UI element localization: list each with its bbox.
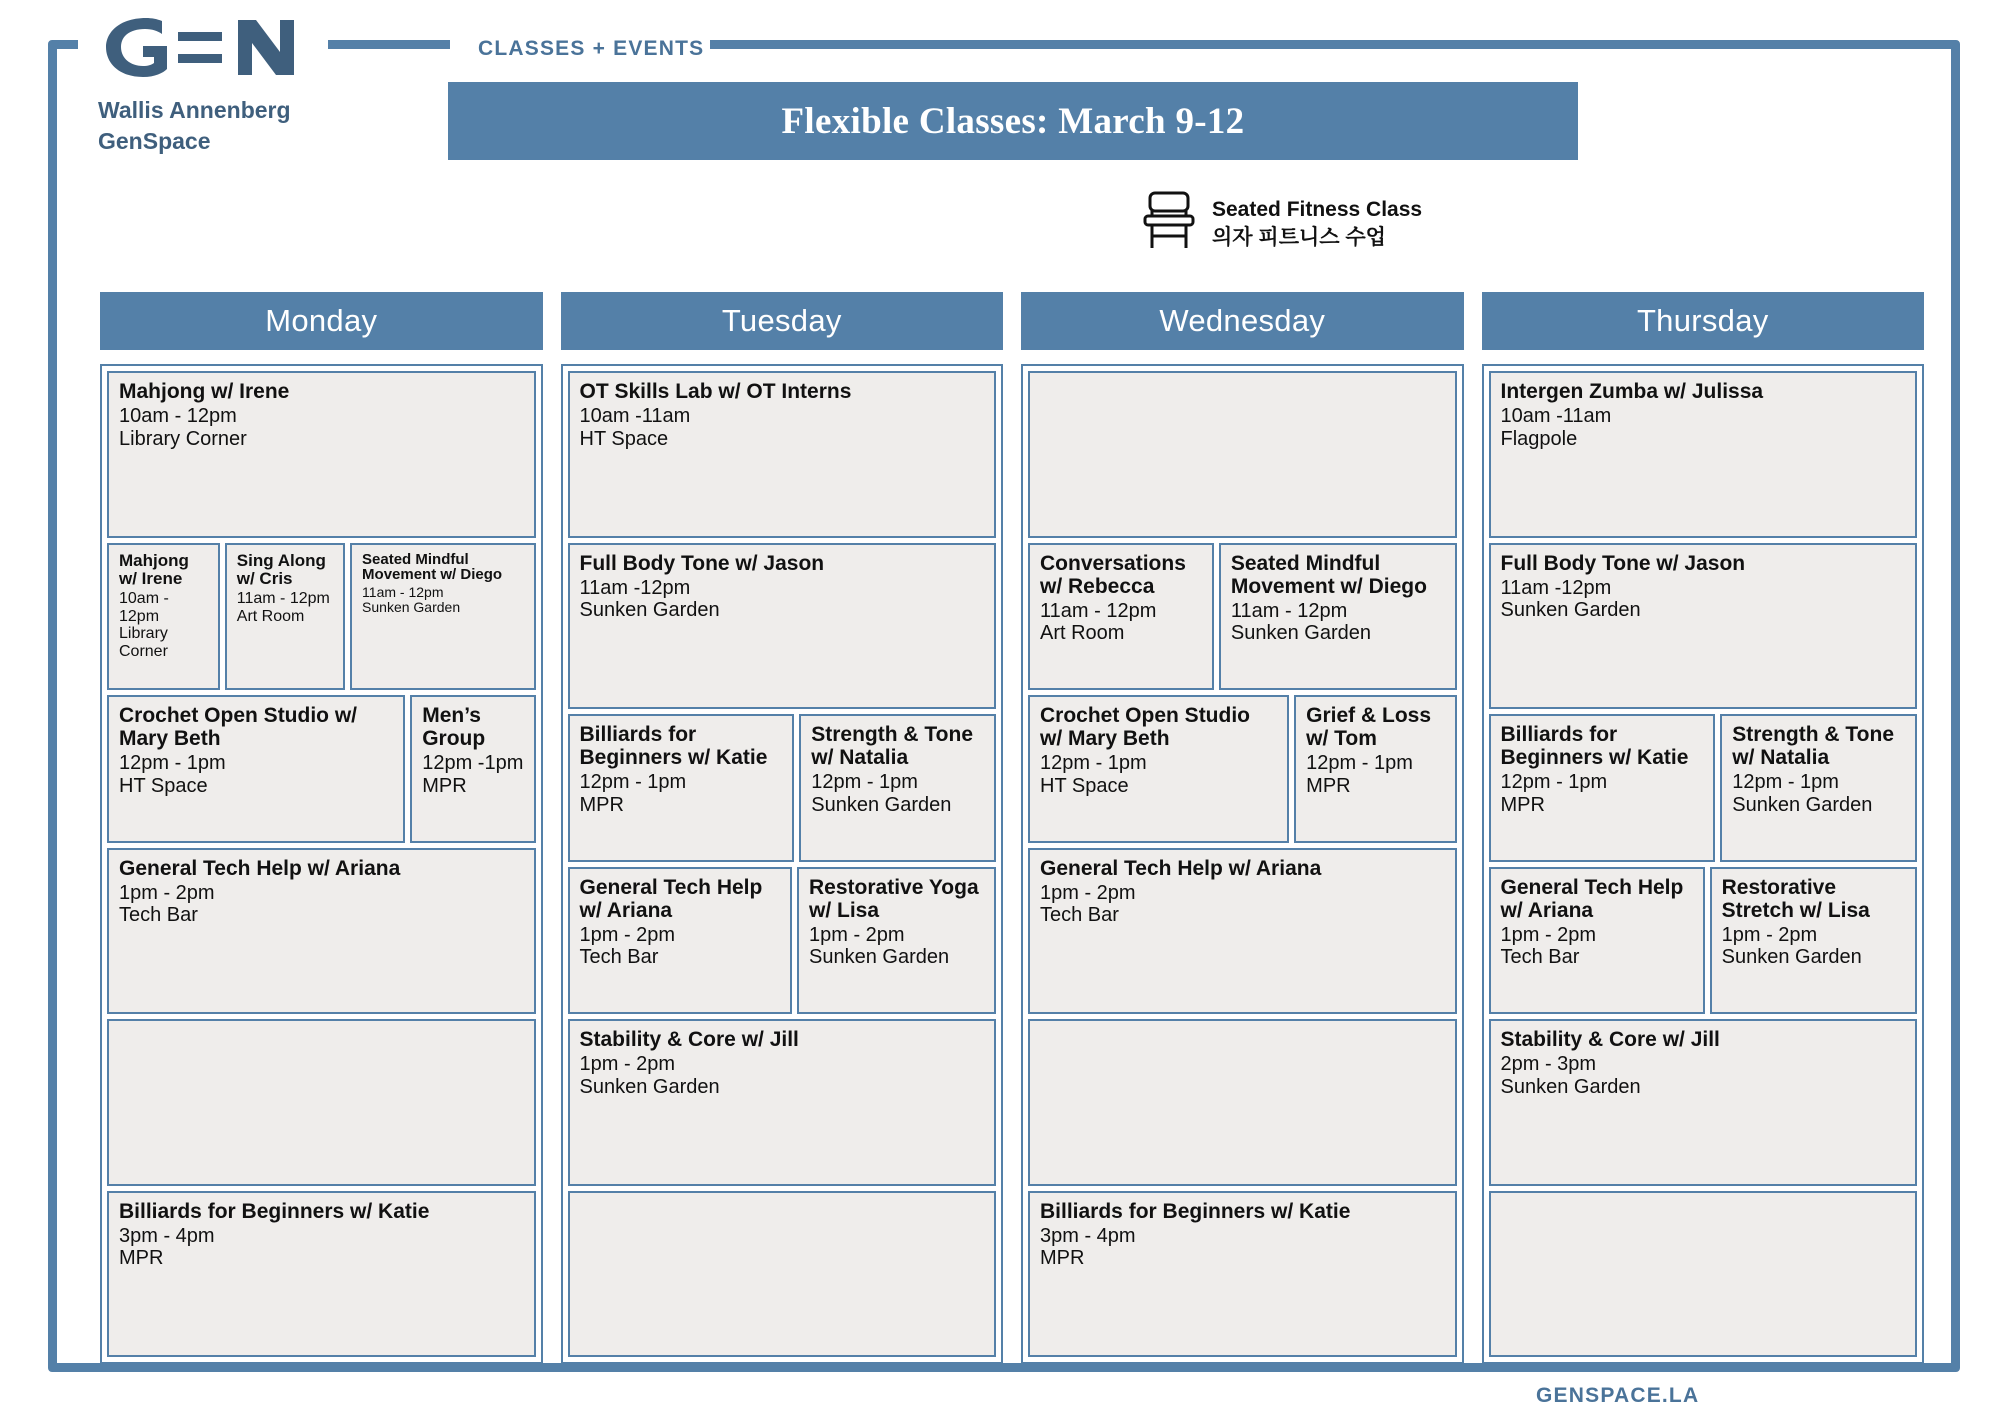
class-time: 10am -11am: [1500, 405, 1612, 428]
class-card[interactable]: [1489, 371, 1918, 538]
class-time: 12pm -1pm: [422, 752, 524, 775]
day-column-thursday: [1482, 292, 1925, 1364]
chair-icon: [1140, 190, 1198, 252]
class-title: Restorative Stretch w/ Lisa: [1721, 875, 1870, 922]
class-title: Stability & Core w/ Jill: [1500, 1028, 1720, 1051]
class-time: 12pm - 1pm: [579, 771, 687, 794]
class-title: OT Skills Lab w/ OT Interns: [579, 380, 852, 403]
class-time: 3pm - 4pm: [1040, 1224, 1136, 1247]
legend-label-ko: 의자 피트니스 수업: [1212, 226, 1386, 250]
class-card[interactable]: [1489, 714, 1716, 862]
class-time: 1pm - 2pm: [579, 923, 676, 946]
class-title: Full Body Tone w/ Jason: [1500, 551, 1746, 575]
day-column-monday: [100, 292, 543, 1364]
footer-website-label: GENSPACE.LA: [1536, 1384, 1700, 1407]
class-location: Tech Bar: [1500, 946, 1580, 969]
class-time: 12pm - 1pm: [119, 752, 226, 775]
class-title: Sing Along w/ Cris: [236, 550, 326, 588]
empty-slot: [1028, 371, 1457, 538]
class-location: Tech Bar: [1040, 904, 1119, 927]
class-time: 12pm - 1pm: [1040, 752, 1147, 775]
class-time: 1pm - 2pm: [809, 923, 905, 946]
class-title: General Tech Help w/ Ariana: [119, 856, 401, 880]
day-header: Wednesday: [1021, 292, 1464, 350]
legend-label-en: Seated Fitness Class: [1212, 198, 1423, 221]
class-time: 12pm - 1pm: [1306, 752, 1413, 775]
day-events: [1021, 364, 1464, 1364]
class-card[interactable]: [1489, 1019, 1918, 1186]
class-location: Sunken Garden: [579, 599, 720, 622]
class-card[interactable]: [1219, 543, 1457, 691]
class-location: Tech Bar: [579, 946, 659, 969]
class-card[interactable]: [568, 867, 793, 1015]
class-location: Tech Bar: [119, 904, 198, 927]
empty-slot: [1489, 1191, 1918, 1358]
class-time: 11am - 12pm: [236, 590, 330, 608]
class-title: Strength & Tone w/ Natalia: [811, 723, 974, 770]
class-location: Flagpole: [1500, 427, 1578, 450]
class-card[interactable]: [1028, 1191, 1457, 1358]
class-row: [568, 714, 997, 862]
class-card[interactable]: [107, 543, 220, 691]
class-location: Sunken Garden: [579, 1075, 720, 1098]
class-card[interactable]: [410, 695, 535, 843]
class-location: Sunken Garden: [811, 793, 952, 816]
class-location: Library Corner: [119, 427, 247, 450]
header-category-label: CLASSES + EVENTS: [478, 37, 705, 60]
class-location: MPR: [422, 774, 467, 797]
class-location: MPR: [1306, 774, 1351, 797]
class-card[interactable]: [568, 543, 997, 710]
class-card[interactable]: [1710, 867, 1917, 1015]
page-title: [448, 82, 1578, 160]
class-location: Sunken Garden: [362, 599, 461, 616]
class-location: MPR: [579, 793, 624, 816]
schedule-grid: [100, 292, 1924, 1364]
class-card[interactable]: [568, 371, 997, 538]
class-time: 11am - 12pm: [362, 584, 444, 601]
class-time: 3pm - 4pm: [119, 1224, 215, 1247]
legend: [1140, 190, 1422, 253]
class-title: Strength & Tone w/ Natalia: [1732, 723, 1895, 770]
class-card[interactable]: [225, 543, 345, 691]
class-title: Restorative Yoga w/ Lisa: [809, 875, 979, 922]
class-location: Art Room: [236, 607, 305, 625]
day-column-wednesday: [1021, 292, 1464, 1364]
class-time: 10am - 12pm: [119, 590, 169, 625]
class-time: 11am - 12pm: [1040, 599, 1157, 622]
class-title: Full Body Tone w/ Jason: [579, 551, 825, 575]
class-title: Billiards for Beginners w/ Katie: [579, 723, 768, 770]
class-time: 10am -11am: [579, 405, 691, 428]
gen-logo-icon: [98, 10, 308, 85]
class-title: Mahjong w/ Irene: [119, 550, 189, 588]
day-events: [100, 364, 543, 1364]
day-header: Thursday: [1482, 292, 1925, 350]
class-card[interactable]: [107, 695, 405, 843]
class-row: [1489, 867, 1918, 1015]
class-time: 1pm - 2pm: [1040, 881, 1136, 904]
class-row: [1028, 695, 1457, 843]
class-row: [107, 695, 536, 843]
class-card[interactable]: [1028, 543, 1214, 691]
empty-slot: [1028, 1019, 1457, 1186]
class-card[interactable]: [1489, 543, 1918, 710]
class-card[interactable]: [1294, 695, 1456, 843]
class-title: General Tech Help w/ Ariana: [1500, 875, 1684, 922]
class-card[interactable]: [1720, 714, 1917, 862]
empty-slot: [568, 1191, 997, 1358]
class-time: 10am - 12pm: [119, 405, 237, 428]
class-location: MPR: [1500, 793, 1545, 816]
class-time: 11am -12pm: [579, 576, 691, 599]
class-card[interactable]: [799, 714, 996, 862]
class-title: Billiards for Beginners w/ Katie: [119, 1199, 430, 1223]
logo-line-2: GenSpace: [98, 128, 211, 155]
class-time: 12pm - 1pm: [1732, 771, 1839, 794]
class-title: Billiards for Beginners w/ Katie: [1040, 1199, 1351, 1223]
class-card[interactable]: [797, 867, 996, 1015]
class-title: Mahjong w/ Irene: [119, 380, 290, 403]
empty-slot: [107, 1019, 536, 1186]
class-title: General Tech Help w/ Ariana: [579, 875, 763, 922]
class-location: HT Space: [579, 427, 669, 450]
class-location: HT Space: [119, 774, 208, 797]
class-time: 12pm - 1pm: [1500, 771, 1608, 794]
class-location: Library Corner: [119, 625, 168, 660]
day-events: [561, 364, 1004, 1364]
class-card[interactable]: [1028, 695, 1289, 843]
class-row: [107, 543, 536, 691]
class-title: Crochet Open Studio w/ Mary Beth: [119, 704, 358, 751]
class-card[interactable]: [350, 543, 535, 691]
class-title: Intergen Zumba w/ Julissa: [1500, 380, 1764, 403]
class-card[interactable]: [1489, 867, 1705, 1015]
logo-line-1: Wallis Annenberg: [98, 97, 291, 123]
class-row: [1489, 714, 1918, 862]
class-title: Crochet Open Studio w/ Mary Beth: [1040, 704, 1250, 751]
class-location: MPR: [119, 1247, 164, 1270]
class-location: Sunken Garden: [809, 946, 950, 969]
class-card[interactable]: [107, 1191, 536, 1358]
class-time: 1pm - 2pm: [119, 881, 215, 904]
class-card[interactable]: [1028, 848, 1457, 1015]
class-location: Sunken Garden: [1732, 793, 1873, 816]
class-location: Sunken Garden: [1230, 622, 1371, 645]
class-time: 11am - 12pm: [1230, 599, 1348, 622]
class-location: HT Space: [1040, 774, 1129, 797]
class-location: Sunken Garden: [1500, 599, 1641, 622]
class-card[interactable]: [568, 714, 795, 862]
class-title: Men’s Group: [422, 704, 486, 751]
class-location: MPR: [1040, 1247, 1085, 1270]
class-location: Sunken Garden: [1721, 946, 1862, 969]
class-title: Seated Mindful Movement w/ Diego: [362, 550, 503, 584]
logo: [98, 10, 328, 170]
page-title-text: Flexible Classes: March 9-12: [781, 100, 1245, 142]
class-time: 2pm - 3pm: [1500, 1053, 1597, 1076]
class-title: General Tech Help w/ Ariana: [1040, 856, 1322, 880]
day-events: [1482, 364, 1925, 1364]
class-location: Sunken Garden: [1500, 1075, 1641, 1098]
class-title: Seated Mindful Movement w/ Diego: [1230, 551, 1427, 598]
class-location: Art Room: [1040, 622, 1125, 645]
class-time: 12pm - 1pm: [811, 771, 918, 794]
class-time: 1pm - 2pm: [579, 1053, 676, 1076]
class-card[interactable]: [568, 1019, 997, 1186]
class-title: Grief & Loss w/ Tom: [1306, 704, 1432, 751]
class-card[interactable]: [107, 848, 536, 1015]
class-row: [1028, 543, 1457, 691]
class-title: Conversations w/ Rebecca: [1040, 551, 1186, 598]
day-header: Monday: [100, 292, 543, 350]
class-title: Stability & Core w/ Jill: [579, 1028, 799, 1051]
class-time: 1pm - 2pm: [1500, 923, 1597, 946]
class-title: Billiards for Beginners w/ Katie: [1500, 723, 1689, 770]
class-row: [568, 867, 997, 1015]
class-time: 1pm - 2pm: [1721, 923, 1818, 946]
day-column-tuesday: [561, 292, 1004, 1364]
day-header: Tuesday: [561, 292, 1004, 350]
class-time: 11am -12pm: [1500, 576, 1612, 599]
class-card[interactable]: [107, 371, 536, 538]
